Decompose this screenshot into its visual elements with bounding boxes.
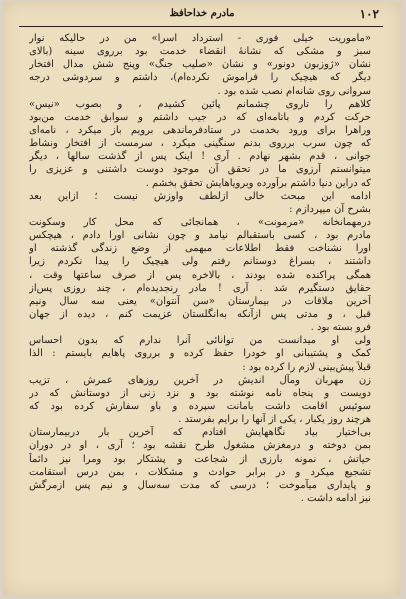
text-line: جوانی ، قدم بشهر نهادم . آری ! اینک پس از گذشت سالها ، دیگر	[29, 151, 371, 163]
text-line: حقایق دستگیرم شد . آری ! مادر رنجدیده‌ام ، چند روزی پس‌از	[29, 282, 371, 294]
text-line: داشتند ، بسراغ دوستانم رفتم ولی هیچیک را پیدا نکردم زیرا	[29, 256, 371, 268]
text-line: قبل ، و مدتی پس ازآنکه به‌انگلستان عزیمت کنم ، دیده از جهان	[29, 308, 371, 320]
text-line: ادامه این مبحث خالی ازلطف واوزش نیست ؛ ازاین بعد	[29, 190, 371, 202]
page-body	[29, 32, 371, 505]
text-line: حرکت کردم و باتامه‌ای که در جیب داشتم و سوابق خدمت من‌بود	[29, 111, 371, 123]
text-line: بی‌اختیار بیاد نگاههایش افتادم که آخرین بار دربیمارستان	[29, 427, 371, 439]
text-line: سروانی روی شانه‌ام نصب شده بود .	[217, 85, 371, 97]
text-line: همگی پراکنده شده بودند ، بالاخره پس از صرف ساعتها وقت ،	[29, 269, 371, 281]
page-number: ۱۰۲	[359, 7, 379, 21]
text-line: ولی او میدانست من توانائی آنرا ندارم که بدون احساس	[29, 335, 371, 347]
text-line: قبلاً پیش‌بینی لازم را کرده بود :	[242, 361, 371, 373]
text-line: بمن دوخته و درمغزش مشغول طرح نقشه بود ؛ آری ، او در دوران	[29, 440, 371, 452]
text-line: حیاتش ، نمونه بارزی از شجاعت و پشتکار بود ومرا نیز دائماً	[29, 453, 371, 465]
text-line: که دراین دنیا داشتم برآورده وبرویاهایش تحقق بخشم .	[145, 177, 371, 189]
text-line: وراهرا برای ورود بخدمت در ستادفرماندهی برویم باز میکرد ، نامه‌ای	[29, 124, 371, 136]
text-line: آخرین ملاقات در بیمارستان «سن آنتوان» یعنی سه سال ونیم	[29, 295, 371, 307]
book-page	[3, 2, 401, 595]
text-line: سوئیس اقامت داشت بامانت سپرده و باو سفارش کرده بود که	[29, 400, 371, 412]
text-line: نیز ادامه داشت .	[300, 492, 371, 504]
text-line: کلاهم را تاروی چشمانم پائین کشیدم ، و بصوب «نیس»	[29, 98, 371, 110]
page-header	[3, 4, 401, 26]
text-line: کمک و پشتیبانی او خودرا حفظ کرده و برروی پاهایم بایستم : الذا	[29, 348, 371, 360]
header-rule	[19, 26, 383, 27]
text-line: میتوانستم آرزوی ما در تحقق آن موجود دوست داشتنی و عزیزی را	[29, 164, 371, 176]
text-line: نشان «ژوزبون دونور» و نشان «صلیب جنگ» وپنج شش مدال افتخار	[29, 59, 371, 71]
text-line: دویست و پنجاه نامه نوشته بود و نزد زنی از دوستانش که در	[29, 387, 371, 399]
text-line: که چون سرب برروی بدنم سنگینی میکرد ، سرمست از افتخار ونشاط	[29, 138, 371, 150]
text-line: دیگر که هیچیک را فراموش نکرده‌ام)، داشتم و سردوشی درجه	[29, 72, 371, 84]
text-line: تشجیع میکرد و در برابر حوادث و مشکلات ، بمن درس استقامت	[29, 466, 371, 478]
text-line: و پایداری میآموخت ؛ درسی که مدت سه‌سال و نیم پس ازمرگش	[29, 479, 371, 491]
text-line: بشرح آن میپردازم :	[289, 203, 371, 215]
running-title: مادرم خداحافظ	[169, 8, 235, 19]
text-line: هرچند روز یکبار ، یکی از آنها را برایم بفرستد .	[178, 414, 371, 426]
text-line: «ماموریت خیلی فوری - استرداد اسرا» من در حالیکه نوار	[29, 33, 371, 44]
text-line: سبز و مشکی که نشانهٔ انقضاء خدمت بود برروی سینه (بالای	[29, 46, 371, 58]
text-line: اورا نشناخت فقط اطلاعات مبهمی از وضع زندگی گذشته او	[29, 243, 371, 255]
text-line: درمهمانخانه «مرمونت» ، همانجائی که محل کار وسکونت	[29, 216, 371, 228]
text-line: مادرم بود ، کسی باستقبالم نیامد و چون نشانی اورا دادم ، هیچکس	[29, 230, 371, 242]
text-line: فرو بسته بود .	[310, 322, 371, 334]
text-line: زن مهربان ومآل اندیش در آخرین روزهای عمرش ، تزیب	[29, 374, 371, 386]
